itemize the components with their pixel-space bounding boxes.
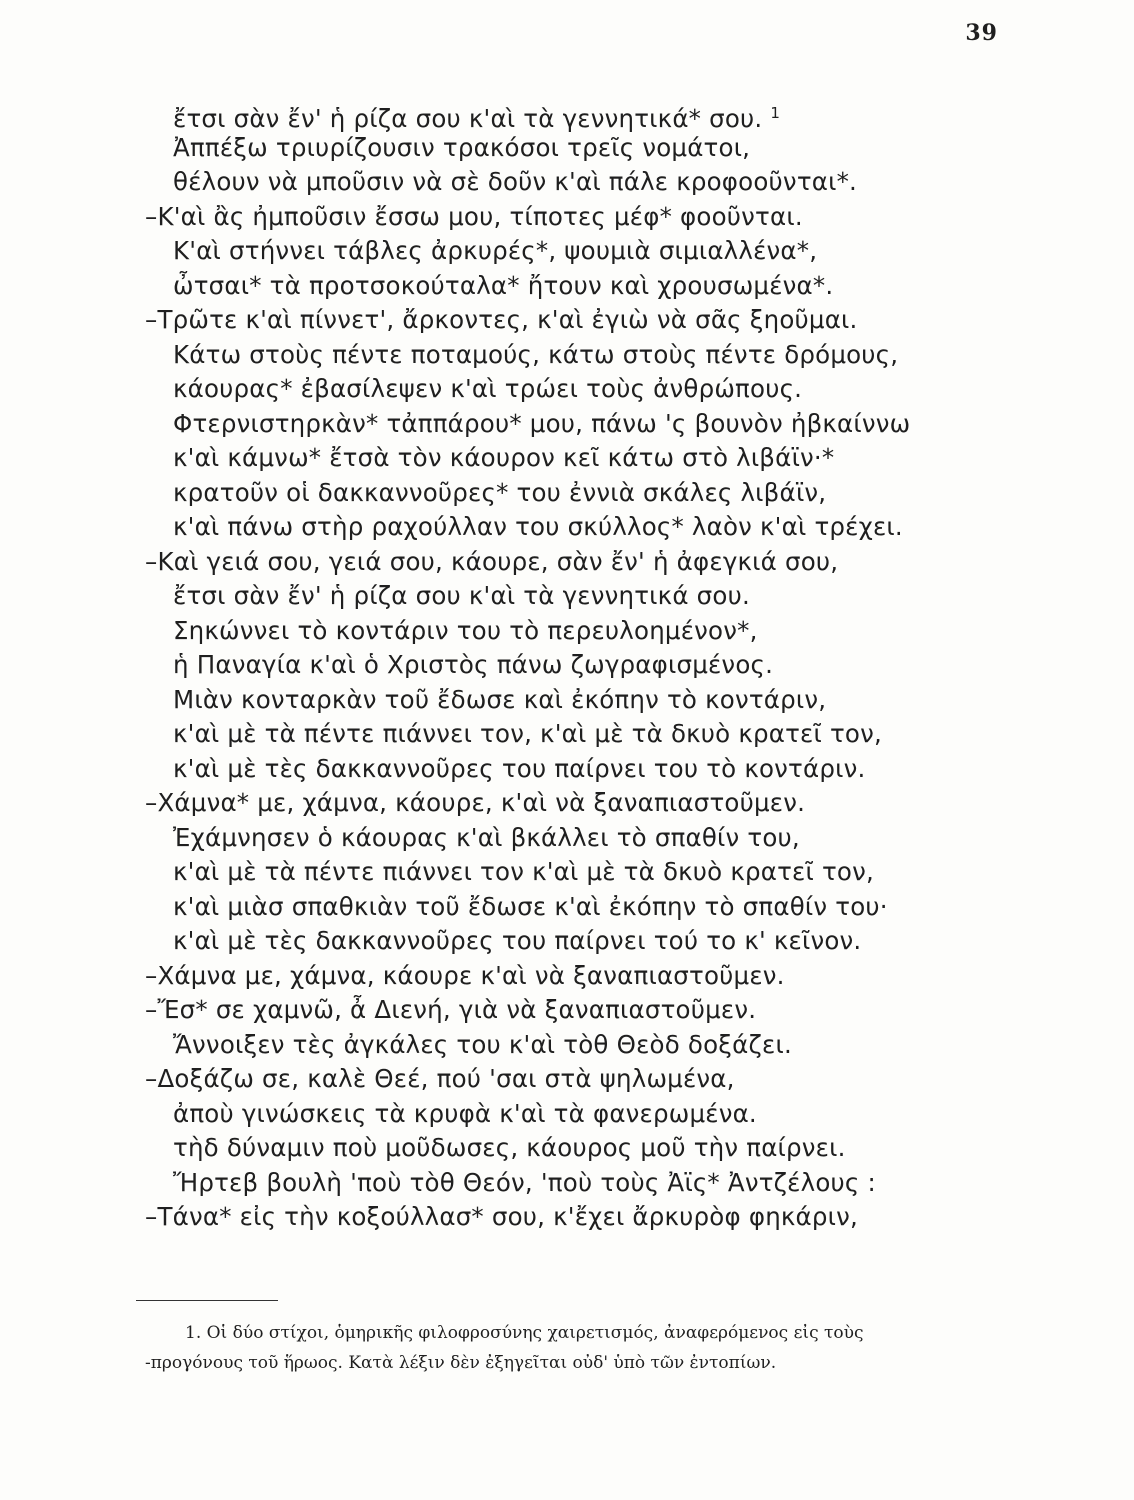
verse-text: –Ἔσ* σε χαμνῶ, ἆ Διενή, γιὰ νὰ ξαναπιαστοῦμεν. xyxy=(145,995,757,1024)
footnote xyxy=(145,1318,1005,1378)
verse-line xyxy=(145,200,1015,235)
verse-text: Ἤρτεβ βουλὴ 'ποὺ τὸθ Θεόν, 'ποὺ τοὺς Ἀϊς* Ἀντζέλους : xyxy=(173,1167,876,1197)
verse-line xyxy=(145,269,1015,304)
verse-line xyxy=(145,545,1015,580)
verse-text: –Καὶ γειά σου, γειά σου, κάουρε, σὰν ἔν' ἡ ἀφεγκιά σου, xyxy=(145,546,839,576)
verse-text: ἀποὺ γινώσκεις τὰ κρυφὰ κ'αὶ τὰ φανερωμένα. xyxy=(173,1098,757,1128)
verse-text: –Χάμνα* με, χάμνα, κάουρε, κ'αὶ νὰ ξαναπιαστοῦμεν. xyxy=(145,788,806,817)
verse-line xyxy=(145,579,1015,614)
verse-line xyxy=(145,614,1015,649)
verse-line xyxy=(145,959,1015,994)
verse-text: Σηκώννει τὸ κοντάριν του τὸ περευλοημένον*, xyxy=(173,615,758,645)
verse-text: κ'αὶ μὲ τὰ πέντε πιάννει τον, κ'αὶ μὲ τὰ δκυὸ κρατεῖ τον, xyxy=(173,719,882,748)
verse-line xyxy=(145,1131,1015,1166)
verse-text: θέλουν νὰ μποῦσιν νὰ σὲ δοῦν κ'αὶ πάλε κροφοοῦνται*. xyxy=(173,167,858,196)
verse-text: ἔτσι σὰν ἔν' ἡ ρίζα σου κ'αὶ τὰ γεννητικά σου. xyxy=(173,581,750,610)
footnote-divider xyxy=(136,1300,278,1301)
verse-line xyxy=(145,234,1015,269)
verse-text: –Χάμνα με, χάμνα, κάουρε κ'αὶ νὰ ξαναπιαστοῦμεν. xyxy=(145,960,785,990)
verse-line xyxy=(145,821,1015,856)
verse-text: ἡ Παναγία κ'αὶ ὁ Χριστὸς πάνω ζωγραφισμένος. xyxy=(173,650,774,679)
verse-line xyxy=(145,476,1015,511)
verse-line xyxy=(145,1097,1015,1132)
verse-text: –Τάνα* εἰς τὴν κοξούλλασ* σου, κ'ἔχει ἄρκυρὸφ φηκάριν, xyxy=(145,1202,859,1231)
verse-line xyxy=(145,717,1015,752)
verse-text: κρατοῦν οἱ δακκαννοῦρες* του ἐννιὰ σκάλες λιβάϊν, xyxy=(173,477,827,507)
verse-line xyxy=(145,890,1015,925)
footnote-line-1: 1. Οἱ δύο στίχοι, ὁμηρικῆς φιλοφροσύνης χαιρετισμός, ἀναφερόμενος εἰς τοὺς xyxy=(185,1323,864,1343)
verse-line xyxy=(145,993,1015,1028)
verse-line xyxy=(145,407,1015,442)
footnote-line-2: -προγόνους τοῦ ἥρωος. Κατὰ λέξιν δὲν ἐξηγεῖται οὐδ' ὑπὸ τῶν ἐντοπίων. xyxy=(145,1353,777,1373)
verse-text: ὦτσαι* τὰ προτσοκούταλα* ἤτουν καὶ χρουσωμένα*. xyxy=(173,270,834,300)
verse-line xyxy=(145,648,1015,683)
verse-line xyxy=(145,303,1015,338)
verse-line xyxy=(145,752,1015,787)
verse-text: –Δοξάζω σε, καλὲ Θεέ, πού 'σαι στὰ ψηλωμένα, xyxy=(145,1064,735,1093)
verse-line xyxy=(145,786,1015,821)
verse-line xyxy=(145,338,1015,373)
verse-text: Ἀππέξω τριυρίζουσιν τρακόσοι τρεῖς νομάτοι, xyxy=(173,132,751,162)
verse-text: κάουρας* ἐβασίλεψεν κ'αὶ τρώει τοὺς ἀνθρώπους. xyxy=(173,374,803,403)
footnote-reference: 1 xyxy=(770,104,781,122)
verse-text: κ'αὶ μὲ τὲς δακκαννοῦρες του παίρνει του τὸ κοντάριν. xyxy=(173,753,866,783)
verse-line xyxy=(145,96,1015,134)
verse-text: Μιὰν κονταρκὰν τοῦ ἔδωσε καὶ ἐκόπην τὸ κοντάριν, xyxy=(173,684,827,714)
verse-line xyxy=(145,855,1015,890)
verse-text: κ'αὶ μὲ τὲς δακκαννοῦρες του παίρνει τού το κ' κεῖνον. xyxy=(173,926,862,955)
verse-line xyxy=(145,1062,1015,1097)
verse-line xyxy=(145,131,1015,166)
verse-text: Ἄννοιξεν τὲς ἀγκάλες του κ'αὶ τὸθ Θεὸδ δοξάζει. xyxy=(173,1029,792,1059)
verse-text: ἔτσι σὰν ἔν' ἡ ρίζα σου κ'αὶ τὰ γεννητικά* σου. xyxy=(173,104,763,134)
verse-text: τὴδ δύναμιν ποὺ μοῦδωσες, κάουρος μοῦ τὴν παίρνει. xyxy=(173,1133,846,1162)
verse-text: Ἐχάμνησεν ὁ κάουρας κ'αὶ βκάλλει τὸ σπαθίν του, xyxy=(173,822,800,852)
verse-line xyxy=(145,683,1015,718)
verse-line xyxy=(145,165,1015,200)
verse-line xyxy=(145,924,1015,959)
verse-text: κ'αὶ πάνω στὴρ ραχούλλαν του σκύλλος* λαὸν κ'αὶ τρέχει. xyxy=(173,512,903,541)
verse-line xyxy=(145,1166,1015,1201)
verse-line xyxy=(145,1028,1015,1063)
verse-text: κ'αὶ μὲ τὰ πέντε πιάννει τον κ'αὶ μὲ τὰ δκυὸ κρατεῖ τον, xyxy=(173,857,874,886)
poem-text xyxy=(145,96,1015,1235)
verse-text: Φτερνιστηρκὰν* τἀππάρου* μου, πάνω 'ς βουνὸν ἠβκαίννω xyxy=(173,408,911,438)
verse-line xyxy=(145,372,1015,407)
verse-line xyxy=(145,510,1015,545)
verse-text: κ'αὶ μιὰσ σπαθκιὰν τοῦ ἔδωσε κ'αὶ ἐκόπην τὸ σπαθίν του· xyxy=(173,891,888,921)
verse-text: κ'αὶ κάμνω* ἔτσὰ τὸν κάουρον κεῖ κάτω στὸ λιβάϊν·* xyxy=(173,443,835,472)
verse-line xyxy=(145,1200,1015,1235)
verse-line xyxy=(145,441,1015,476)
verse-text: Κάτω στοὺς πέντε ποταμούς, κάτω στοὺς πέντε δρόμους, xyxy=(173,339,899,369)
verse-text: –Κ'αὶ ἂς ἠμποῦσιν ἔσσω μου, τίποτες μέφ* φοοῦνται. xyxy=(145,201,803,231)
verse-text: Κ'αὶ στήννει τάβλες ἀρκυρές*, ψουμιὰ σιμιαλλένα*, xyxy=(173,236,818,265)
verse-text: –Τρῶτε κ'αὶ πίννετ', ἄρκοντες, κ'αὶ ἐγιὼ νὰ σᾶς ξηοῦμαι. xyxy=(145,305,858,334)
page-number: 39 xyxy=(965,20,998,46)
